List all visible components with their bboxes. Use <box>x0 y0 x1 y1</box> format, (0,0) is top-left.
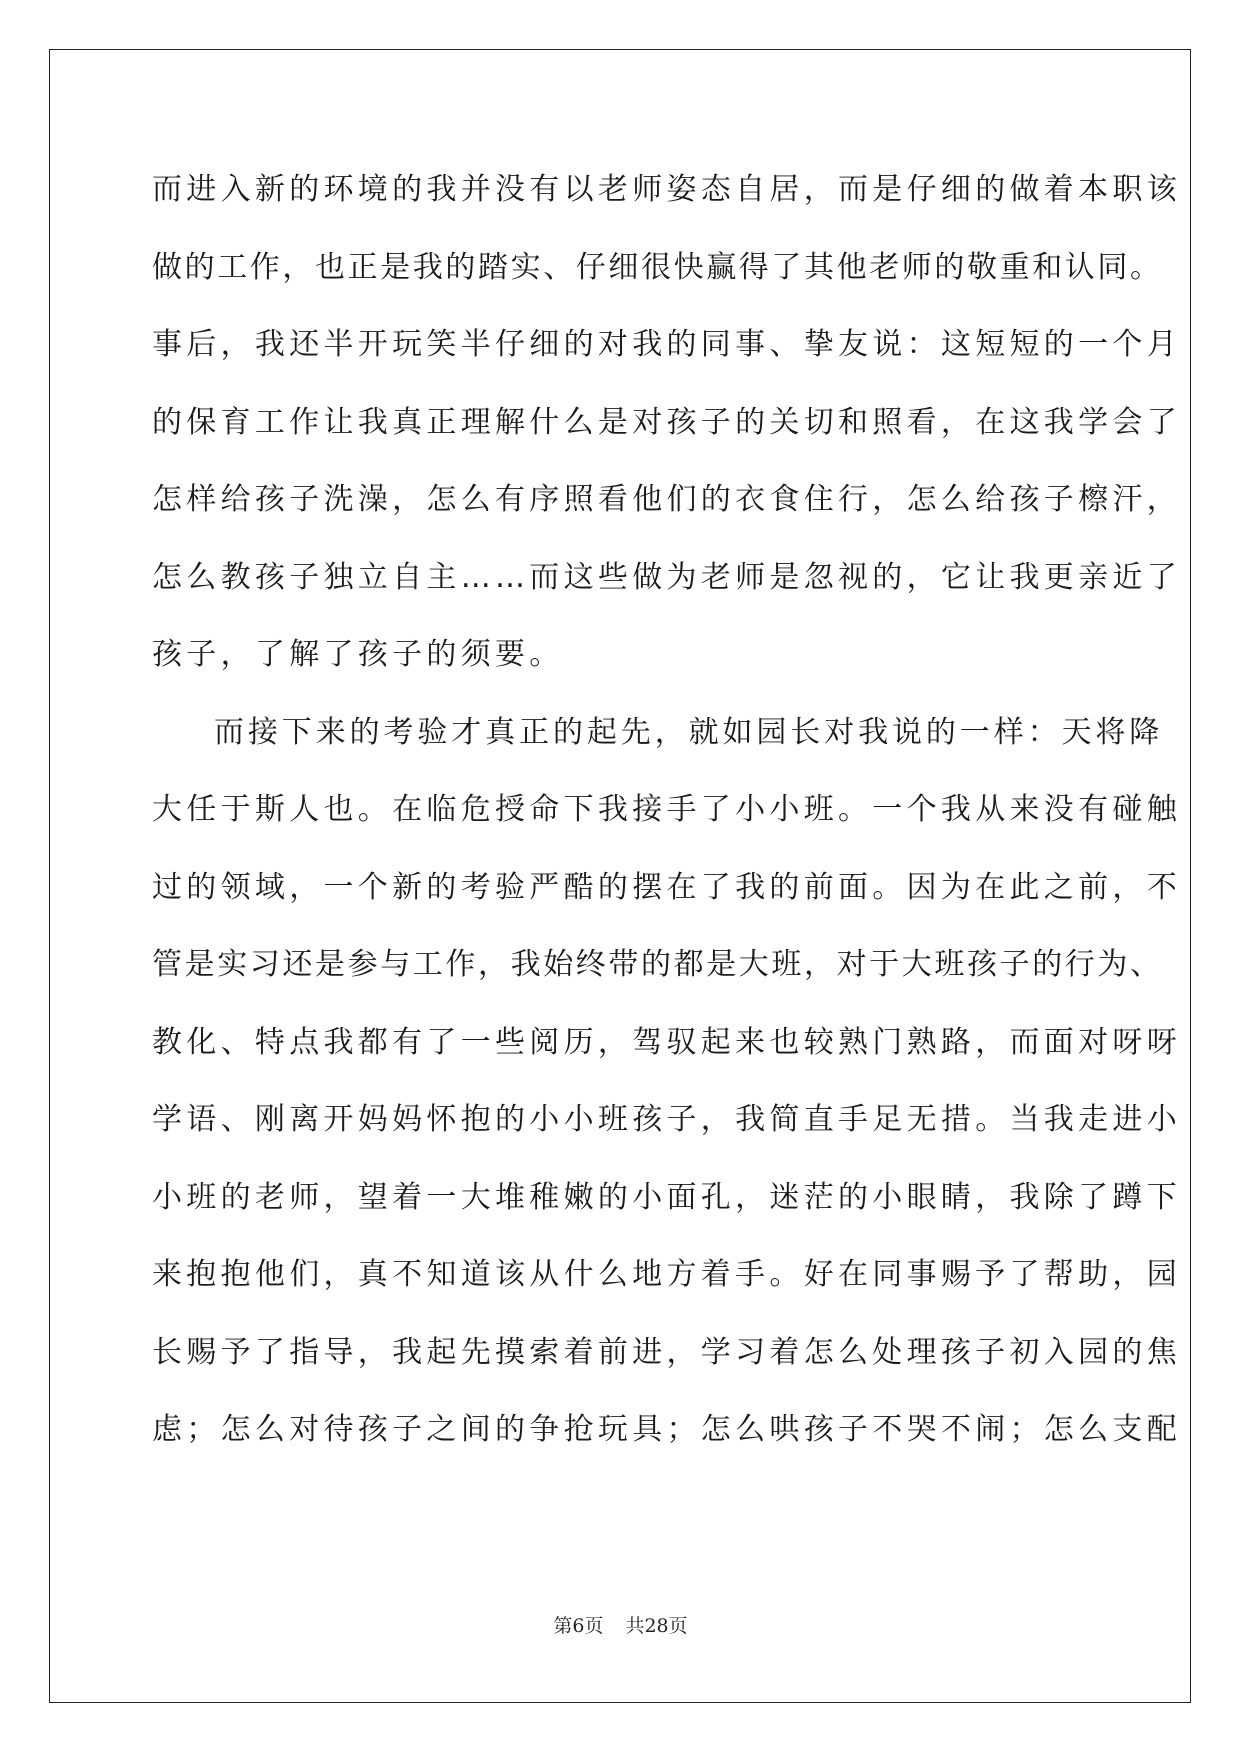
text-line: 小班的老师，望着一大堆稚嫩的小面孔，迷茫的小眼睛，我除了蹲下 <box>152 1179 1181 1215</box>
text-line: 教化、特点我都有了一些阅历，驾驭起来也较熟门熟路，而面对呀呀 <box>152 1024 1181 1060</box>
text-line: 怎么教孩子独立自主……而这些做为老师是忽视的，它让我更亲近了 <box>152 559 1181 595</box>
text-line: 孩子，了解了孩子的须要。 <box>152 637 564 672</box>
text-line: 怎样给孩子洗澡，怎么有序照看他们的衣食住行，怎么给孩子檫汗， <box>152 482 1181 517</box>
text-line: 管是实习还是参与工作，我始终带的都是大班，对于大班孩子的行为、 <box>152 947 1163 982</box>
text-line: 学语、刚离开妈妈怀抱的小小班孩子，我简直手足无措。当我走进小 <box>152 1102 1181 1137</box>
text-line: 做的工作，也正是我的踏实、仔细很快赢得了其他老师的敬重和认同。 <box>152 249 1163 285</box>
paragraph-first-line: 而接下来的考验才真正的起先，就如园长对我说的一样：天将降 <box>214 714 1164 750</box>
page-footer <box>0 1614 1241 1638</box>
text-line: 过的领域，一个新的考验严酷的摆在了我的前面。因为在此之前，不 <box>152 869 1181 905</box>
text-line: 的保育工作让我真正理解什么是对孩子的关切和照看，在这我学会了 <box>152 404 1181 440</box>
text-line: 虑；怎么对待孩子之间的争抢玩具；怎么哄孩子不哭不闹；怎么支配 <box>152 1412 1181 1447</box>
text-line: 大任于斯人也。在临危授命下我接手了小小班。一个我从来没有碰触 <box>152 792 1181 827</box>
text-line: 来抱抱他们，真不知道该从什么地方着手。好在同事赐予了帮助，园 <box>152 1257 1181 1292</box>
text-line: 事后，我还半开玩笑半仔细的对我的同事、挚友说：这短短的一个月 <box>152 327 1181 362</box>
text-line: 而进入新的环境的我并没有以老师姿态自居，而是仔细的做着本职该 <box>152 172 1181 207</box>
page-number: 第6页 <box>553 1615 604 1637</box>
total-pages: 共28页 <box>625 1615 688 1637</box>
body-text <box>152 160 1181 1478</box>
text-line: 长赐予了指导，我起先摸索着前进，学习着怎么处理孩子初入园的焦 <box>152 1334 1181 1370</box>
